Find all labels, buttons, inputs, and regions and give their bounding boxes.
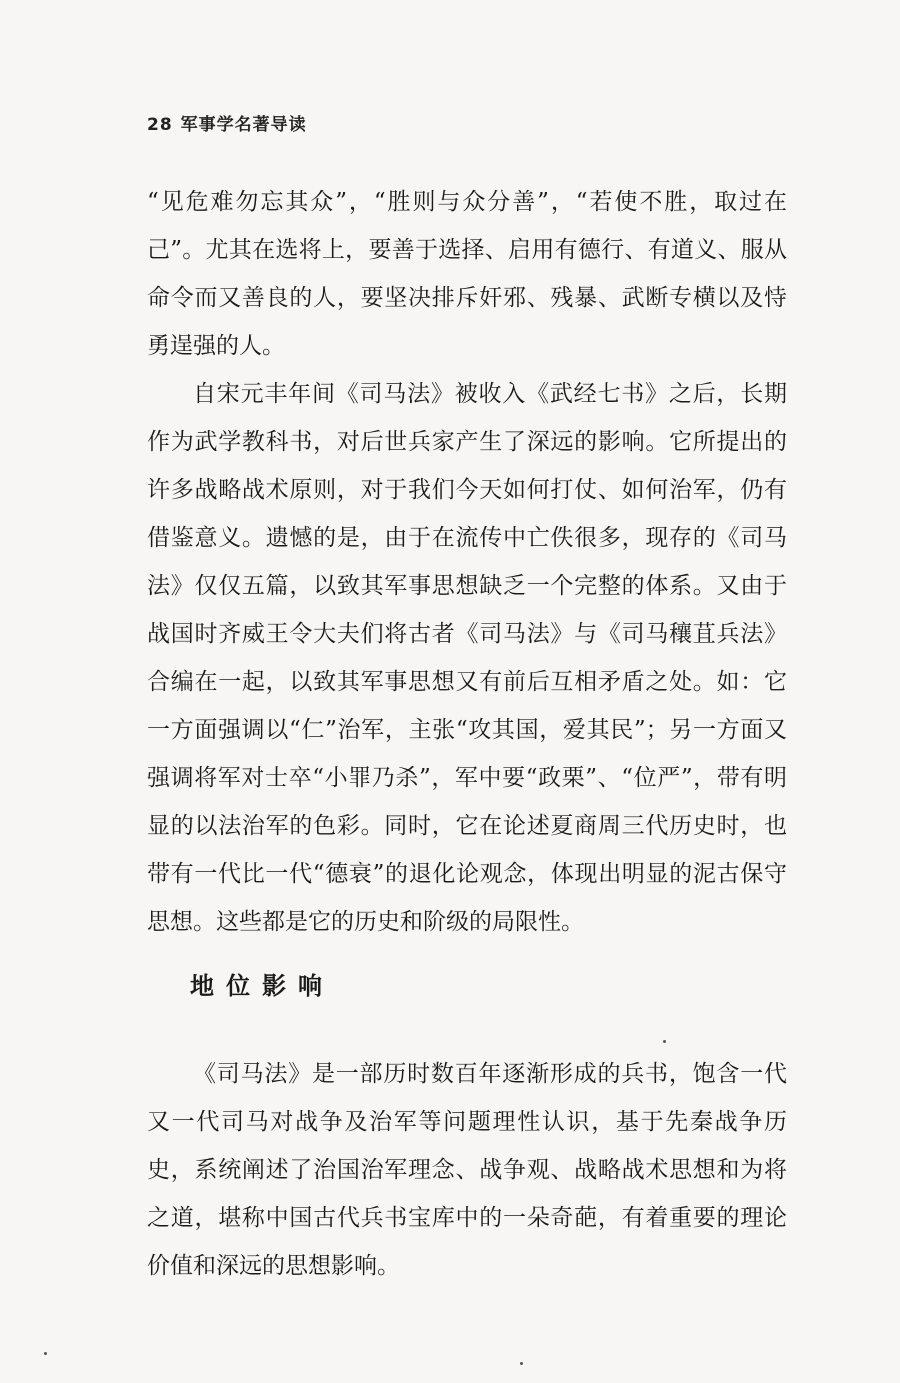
paragraph-continued: “见危难勿忘其众”，“胜则与众分善”，“若使不胜，取过在己”。尤其在选将上，要善于选择、启用有德行、有道义、服从命令而又善良的人，要坚决排斥奸邪、残暴、武断专横以及恃勇逞强的人。 xyxy=(147,189,787,359)
running-head xyxy=(147,110,307,135)
page-number: 28 xyxy=(147,115,173,135)
paragraph-status: 《司马法》是一部历时数百年逐渐形成的兵书，饱含一代又一代司马对战争及治军等问题理性认识，基于先秦战争历史，系统阐述了治国治军理念、战争观、战略战术思想和为将之道，堪称中国古代兵书宝库中的一朵奇葩，有着重要的理论价值和深远的思想影响。 xyxy=(147,1061,787,1279)
paper-speck xyxy=(663,1040,666,1043)
body-text-lower xyxy=(147,1050,787,1290)
section-heading: 地位影响 xyxy=(190,972,334,1000)
paragraph-influence: 自宋元丰年间《司马法》被收入《武经七书》之后，长期作为武学教科书，对后世兵家产生了深远的影响。它所提出的许多战略战术原则，对于我们今天如何打仗、如何治军，仍有借鉴意义。遗憾的是，由于在流传中亡佚很多，现存的《司马法》仅仅五篇，以致其军事思想缺乏一个完整的体系。又由于战国时齐威王令大夫们将古者《司马法》与《司马穰苴兵法》合编在一起，以致其军事思想又有前后互相矛盾之处。如：它一方面强调以“仁”治军，主张“攻其国，爱其民”；另一方面又强调将军对士卒“小罪乃杀”，军中要“政栗”、“位严”，带有明显的以法治军的色彩。同时，它在论述夏商周三代历史时，也带有一代比一代“德衰”的退化论观念，体现出明显的泥古保守思想。这些都是它的历史和阶级的局限性。 xyxy=(147,381,787,935)
book-title: 军事学名著导读 xyxy=(180,115,307,135)
paper-speck xyxy=(44,1352,47,1355)
paper-speck xyxy=(520,1362,523,1365)
body-text-upper xyxy=(147,178,787,946)
